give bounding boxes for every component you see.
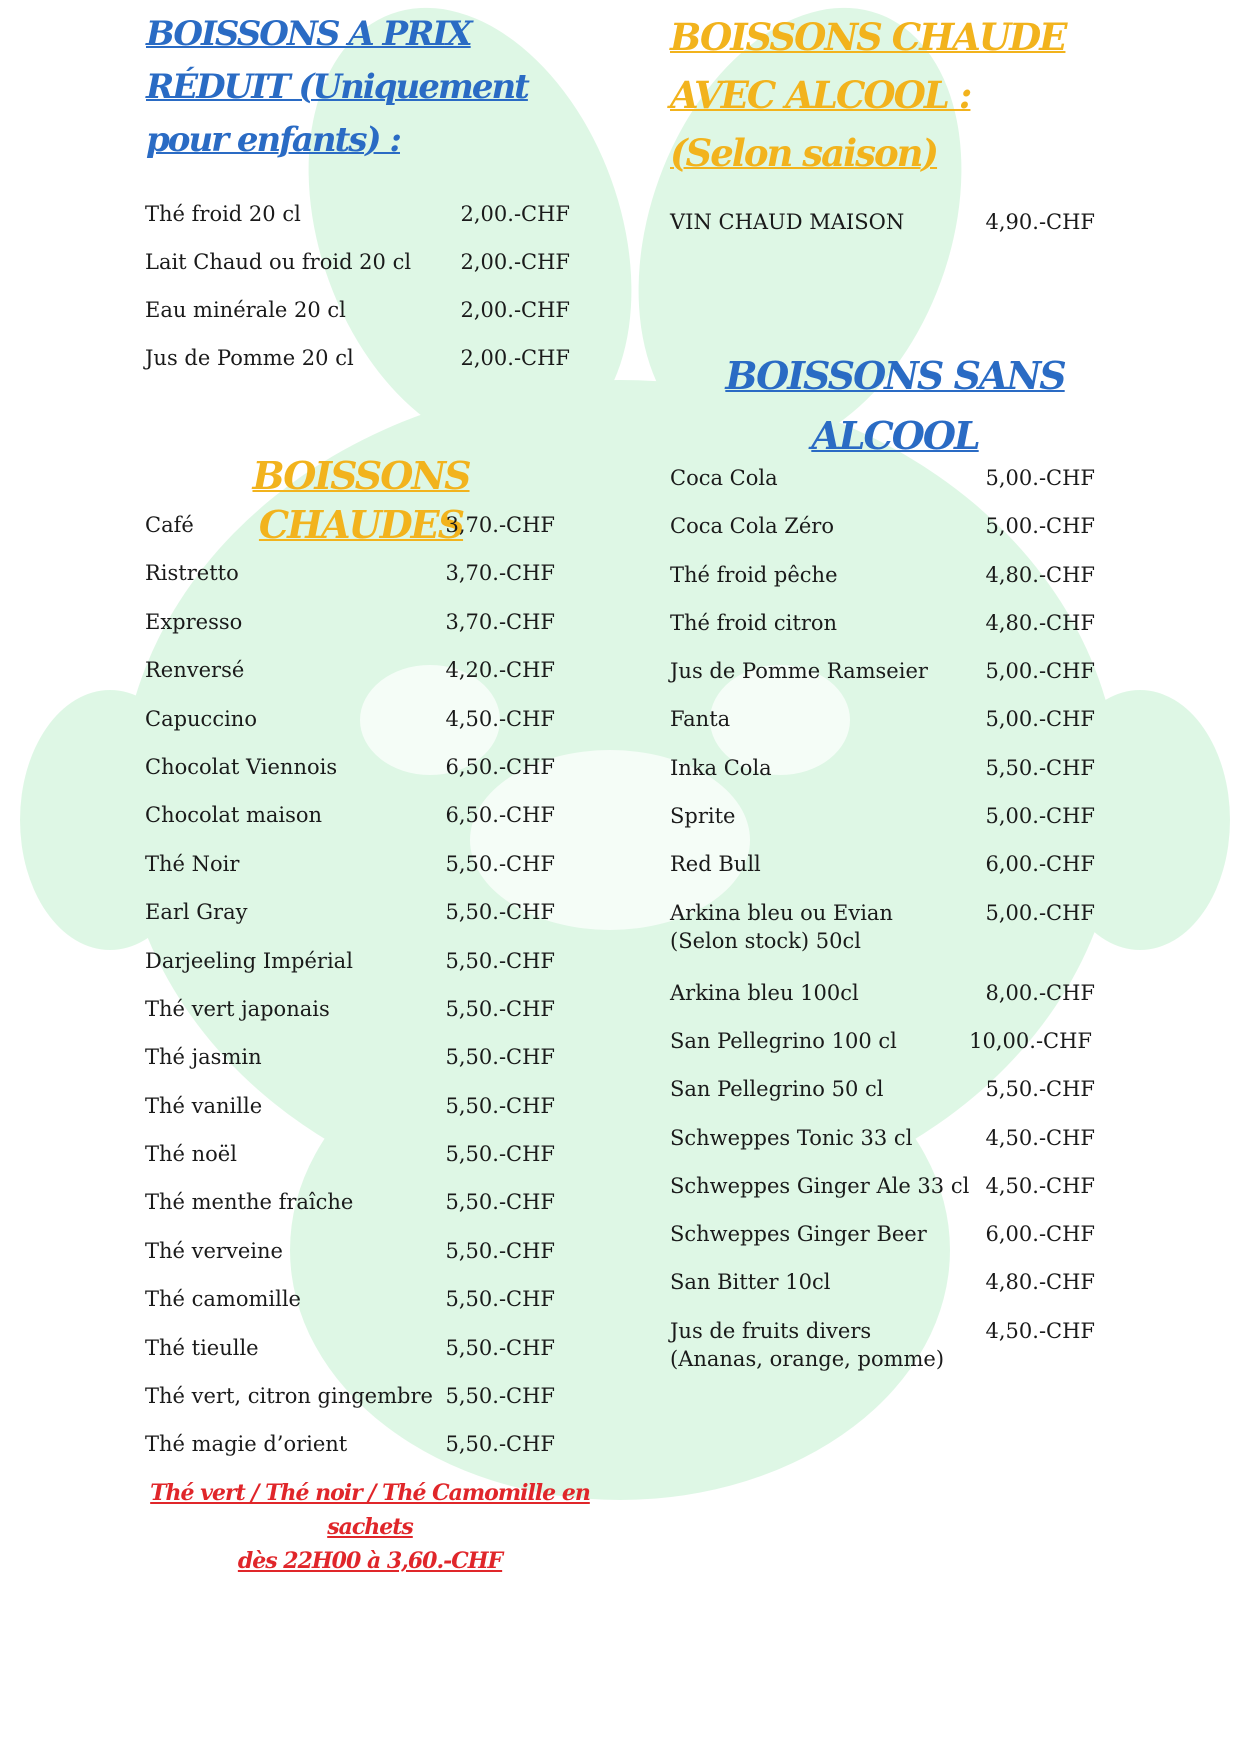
item-name: Thé vert, citron gingembre bbox=[145, 1384, 433, 1409]
menu-item bbox=[145, 1334, 555, 1382]
item-price: 4,80.-CHF bbox=[985, 610, 1095, 635]
item-name: Thé Noir bbox=[145, 851, 240, 876]
item-price: 5,50.-CHF bbox=[985, 1077, 1095, 1102]
section-title-chaude-alcool bbox=[670, 8, 1150, 182]
item-subtitle: (Ananas, orange, pomme) bbox=[670, 1346, 945, 1371]
item-name: Thé magie d’orient bbox=[145, 1432, 348, 1457]
item-name: Thé froid 20 cl bbox=[145, 202, 301, 226]
item-name: Chocolat maison bbox=[145, 803, 323, 828]
menu-item bbox=[670, 899, 1095, 979]
item-name: San Bitter 10cl bbox=[670, 1270, 831, 1295]
item-price: 4,80.-CHF bbox=[985, 1270, 1095, 1295]
item-price: 5,50.-CHF bbox=[445, 996, 555, 1021]
item-price: 6,50.-CHF bbox=[445, 803, 555, 828]
menu-item bbox=[670, 208, 1095, 256]
menu-item bbox=[670, 754, 1095, 802]
item-price: 5,50.-CHF bbox=[445, 1432, 555, 1457]
menu-item bbox=[145, 753, 555, 801]
menu-item bbox=[145, 559, 555, 607]
title-line: BOISSONS SANS bbox=[725, 353, 1065, 398]
menu-item bbox=[670, 1317, 1095, 1397]
item-name: Coca Cola Zéro bbox=[670, 514, 834, 539]
item-name: Schweppes Ginger Ale 33 cl bbox=[670, 1173, 970, 1198]
item-name: VIN CHAUD MAISON bbox=[670, 210, 905, 234]
item-price: 5,50.-CHF bbox=[445, 948, 555, 973]
item-price: 5,50.-CHF bbox=[445, 1384, 555, 1409]
menu-item bbox=[670, 850, 1095, 898]
menu-item bbox=[145, 248, 570, 296]
item-price: 6,00.-CHF bbox=[985, 852, 1095, 877]
note-line: Thé vert / Thé noir / Thé Camomille en bbox=[150, 1480, 590, 1506]
item-name: Expresso bbox=[145, 609, 243, 634]
item-price: 4,90.-CHF bbox=[985, 210, 1095, 234]
menu-list-sans-alcool bbox=[670, 464, 1095, 1397]
item-price: 5,50.-CHF bbox=[445, 851, 555, 876]
item-price: 4,50.-CHF bbox=[445, 706, 555, 731]
item-name: Jus de Pomme 20 cl bbox=[145, 346, 354, 370]
item-price: 5,00.-CHF bbox=[985, 659, 1095, 684]
item-price: 5,00.-CHF bbox=[985, 804, 1095, 829]
menu-item bbox=[145, 898, 555, 946]
tea-bag-note bbox=[145, 1476, 595, 1578]
item-price: 2,00.-CHF bbox=[460, 250, 570, 274]
item-price: 2,00.-CHF bbox=[460, 202, 570, 226]
item-name: Café bbox=[145, 513, 194, 537]
item-price: 5,00.-CHF bbox=[985, 707, 1095, 732]
menu-item bbox=[145, 995, 555, 1043]
item-name: Thé vanille bbox=[145, 1093, 263, 1118]
section-title-chaudes: BOISSONS CHAUDES bbox=[252, 453, 470, 548]
item-price: 4,50.-CHF bbox=[985, 1125, 1095, 1150]
menu-item bbox=[670, 1172, 1095, 1220]
note-line: dès 22H00 à 3,60.-CHF bbox=[237, 1548, 503, 1574]
item-price: 5,50.-CHF bbox=[985, 755, 1095, 780]
menu-item bbox=[145, 1237, 555, 1285]
item-price: 6,00.-CHF bbox=[985, 1222, 1095, 1247]
menu-item bbox=[670, 705, 1095, 753]
item-name: Coca Cola bbox=[670, 466, 778, 490]
menu-item bbox=[145, 1188, 555, 1236]
item-name: San Pellegrino 100 cl bbox=[670, 1028, 897, 1053]
item-name: Thé jasmin bbox=[145, 1045, 262, 1070]
menu-item bbox=[145, 1430, 555, 1478]
menu-item bbox=[145, 1043, 555, 1091]
item-name: Thé verveine bbox=[145, 1238, 283, 1263]
menu-item bbox=[670, 1124, 1095, 1172]
item-name: Thé froid pêche bbox=[670, 562, 838, 587]
item-name: Eau minérale 20 cl bbox=[145, 298, 346, 322]
menu-list-chaude-alcool bbox=[670, 208, 1095, 256]
item-price: 5,00.-CHF bbox=[985, 900, 1095, 925]
item-name: Renversé bbox=[145, 658, 245, 683]
item-price: 3,70.-CHF bbox=[445, 609, 555, 634]
menu-item bbox=[145, 801, 555, 849]
item-name: Earl Gray bbox=[145, 900, 248, 925]
menu-item bbox=[145, 1382, 555, 1430]
menu-item bbox=[145, 608, 555, 656]
item-name: Sprite bbox=[670, 804, 736, 829]
item-name: Chocolat Viennois bbox=[145, 754, 338, 779]
item-price: 5,50.-CHF bbox=[445, 1093, 555, 1118]
section-title-sans-alcool bbox=[660, 346, 1130, 466]
item-price: 2,00.-CHF bbox=[460, 346, 570, 370]
menu-item bbox=[670, 979, 1095, 1027]
item-name: Capuccino bbox=[145, 706, 257, 731]
item-name: Thé froid citron bbox=[670, 610, 838, 635]
menu-list-chaudes bbox=[145, 511, 555, 1479]
item-name: Thé noël bbox=[145, 1142, 237, 1167]
title-line: ALCOOL bbox=[811, 413, 979, 458]
item-name: Thé camomille bbox=[145, 1287, 301, 1312]
item-price: 6,50.-CHF bbox=[445, 754, 555, 779]
item-price: 2,00.-CHF bbox=[460, 298, 570, 322]
item-price: 5,50.-CHF bbox=[445, 1142, 555, 1167]
item-price: 5,50.-CHF bbox=[445, 1335, 555, 1360]
menu-item bbox=[670, 561, 1095, 609]
item-name: Ristretto bbox=[145, 561, 239, 586]
item-price: 5,00.-CHF bbox=[985, 514, 1095, 539]
menu-item bbox=[145, 1140, 555, 1188]
title-line: BOISSONS CHAUDE bbox=[670, 15, 1066, 59]
item-price: 4,50.-CHF bbox=[985, 1318, 1095, 1343]
menu-item bbox=[145, 200, 570, 248]
menu-item bbox=[145, 344, 570, 392]
menu-item bbox=[670, 1220, 1095, 1268]
item-price: 5,50.-CHF bbox=[445, 1045, 555, 1070]
title-line: (Selon saison) bbox=[670, 131, 938, 175]
item-name: Thé vert japonais bbox=[145, 996, 330, 1021]
menu-item bbox=[670, 464, 1095, 512]
menu-list-reduit bbox=[145, 200, 570, 392]
item-price: 5,50.-CHF bbox=[445, 900, 555, 925]
menu-item bbox=[145, 656, 555, 704]
item-price: 5,50.-CHF bbox=[445, 1238, 555, 1263]
item-price: 8,00.-CHF bbox=[985, 980, 1095, 1005]
item-name: Lait Chaud ou froid 20 cl bbox=[145, 250, 412, 274]
item-price: 4,80.-CHF bbox=[985, 562, 1095, 587]
item-name: Inka Cola bbox=[670, 755, 772, 780]
item-price: 4,50.-CHF bbox=[985, 1173, 1095, 1198]
item-price: 5,50.-CHF bbox=[445, 1190, 555, 1215]
menu-item bbox=[145, 296, 570, 344]
item-price: 3,70.-CHF bbox=[445, 561, 555, 586]
section-title-reduit: BOISSONS A PRIX RÉDUIT (Uniquement pour enfants) : bbox=[146, 14, 528, 160]
item-subtitle: (Selon stock) 50cl bbox=[670, 928, 861, 953]
item-name: Arkina bleu 100cl bbox=[670, 980, 859, 1005]
item-price: 3,70.-CHF bbox=[445, 513, 555, 537]
item-price: 5,00.-CHF bbox=[985, 466, 1095, 490]
item-name: Schweppes Ginger Beer bbox=[670, 1222, 927, 1247]
item-price: 5,50.-CHF bbox=[445, 1287, 555, 1312]
item-price: 4,20.-CHF bbox=[445, 658, 555, 683]
item-name: Thé menthe fraîche bbox=[145, 1190, 354, 1215]
menu-item bbox=[670, 609, 1095, 657]
menu-item bbox=[145, 705, 555, 753]
item-name: Jus de fruits divers bbox=[670, 1318, 872, 1343]
menu-item bbox=[670, 512, 1095, 560]
item-name: Jus de Pomme Ramseier bbox=[670, 659, 928, 684]
menu-item bbox=[670, 1027, 1095, 1075]
title-line: AVEC ALCOOL : bbox=[670, 73, 971, 117]
menu-item bbox=[670, 1268, 1095, 1316]
item-name: Darjeeling Impérial bbox=[145, 948, 353, 973]
menu-item bbox=[670, 802, 1095, 850]
item-name: Fanta bbox=[670, 707, 731, 732]
item-name: San Pellegrino 50 cl bbox=[670, 1077, 884, 1102]
item-name: Red Bull bbox=[670, 852, 761, 877]
menu-item bbox=[670, 1075, 1095, 1123]
menu-item bbox=[145, 511, 555, 559]
menu-item bbox=[145, 850, 555, 898]
item-price: 10,00.-CHF bbox=[969, 1028, 1092, 1053]
menu-item bbox=[145, 1092, 555, 1140]
menu-item bbox=[145, 1285, 555, 1333]
item-name: Schweppes Tonic 33 cl bbox=[670, 1125, 913, 1150]
menu-item bbox=[145, 947, 555, 995]
note-line: sachets bbox=[327, 1514, 413, 1540]
item-name: Arkina bleu ou Evian bbox=[670, 900, 893, 925]
menu-item bbox=[670, 657, 1095, 705]
item-name: Thé tieulle bbox=[145, 1335, 259, 1360]
